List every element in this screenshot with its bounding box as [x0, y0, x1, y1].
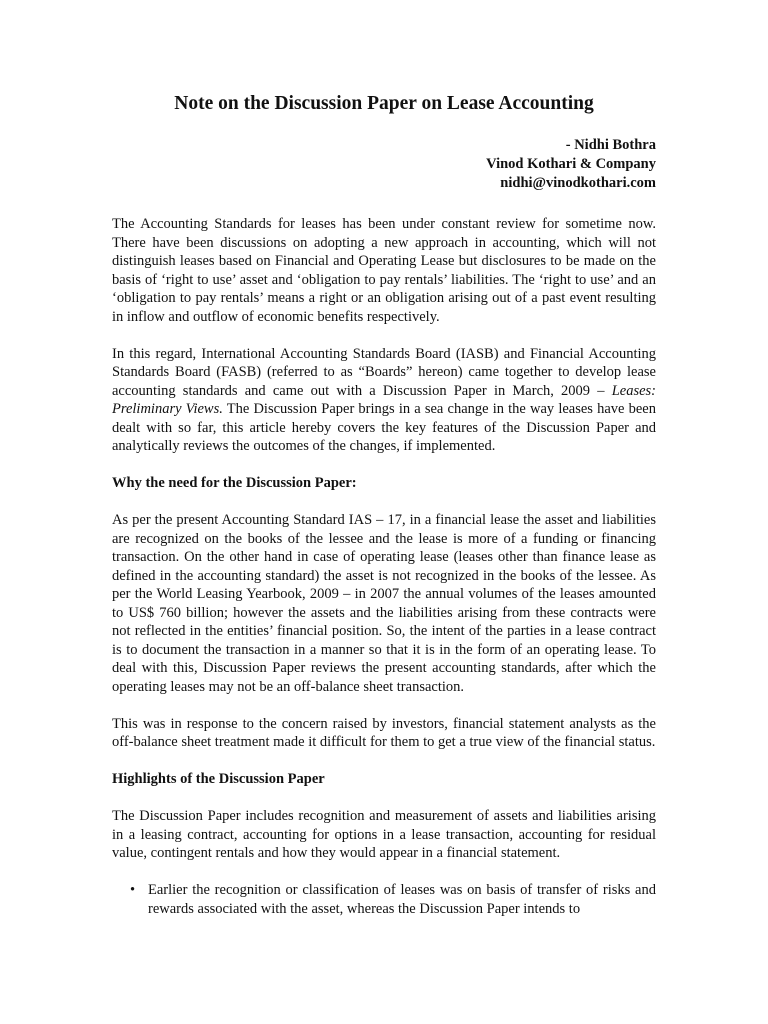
highlights-list: [112, 881, 656, 918]
document-title: Note on the Discussion Paper on Lease Accounting: [174, 93, 594, 114]
author-name: - Nidhi Bothra: [565, 137, 656, 153]
author-company: Vinod Kothari & Company: [486, 156, 656, 172]
list-item-text: Earlier the recognition or classification of leases was on basis of transfer of risks and rewards associated with the asset, whereas the Discussion Paper intends to: [148, 882, 656, 917]
paper-title-italic: Leases: Preliminary Views.: [112, 382, 656, 417]
author-email: nidhi@vinodkothari.com: [500, 175, 656, 191]
need-paragraph-2: This was in response to the concern raised by investors, financial statement analysts as the off-balance sheet treatment made it difficult for them to get a true view of the financial status.: [112, 715, 656, 750]
section-heading-highlights: Highlights of the Discussion Paper: [112, 771, 325, 787]
author-block: [112, 136, 656, 193]
context-text-before: In this regard, International Accounting Standards Board (IASB) and Financial Accounting Standards Board (FASB) (referred to as “Boards” hereon) came together to develop lease accounting standards and came out with a Discussion Paper in March, 2009 –: [112, 345, 656, 399]
list-item: [130, 881, 656, 918]
context-paragraph: [112, 345, 656, 456]
intro-paragraph: The Accounting Standards for leases has been under constant review for sometime now. There have been discussions on adopting a new approach in accounting, which will not distinguish leases based on Financial and Operating Lease but disclosures to be made on the basis of ‘right to use’ asset and ‘obligation to pay rentals’ liabilities. The ‘right to use’ and an ‘obligation to pay rentals’ means a right or an obligation arising out of a past event resulting in inflow and outflow of economic benefits respectively.: [112, 216, 656, 325]
need-paragraph-1: As per the present Accounting Standard IAS – 17, in a financial lease the asset and liabilities are recognized on the books of the lessee and the lease is more of a funding or financing transaction. On the other hand in case of operating lease (leases other than finance lease as defined in the accounting standard) the asset is not recognized in the books of the lessee. As per the World Leasing Yearbook, 2009 – in 2007 the annual volumes of the leases amounted to US$ 760 billion; however the assets and the liabilities arising from these contracts were not reflected in the entities’ financial position. So, the intent of the parties in a lease contract is to document the transaction in a manner so that it is in the form of an operating lease. To deal with this, Discussion Paper reviews the present accounting standards, after which the operating leases may not be an off-balance sheet transaction.: [112, 512, 656, 695]
context-text-after: The Discussion Paper brings in a sea change in the way leases have been dealt with so far, this article hereby covers the key features of the Discussion Paper and analytically reviews the outcomes of the changes, if implemented.: [112, 401, 656, 454]
section-heading-need: Why the need for the Discussion Paper:: [112, 475, 357, 491]
bullet-icon: •: [130, 882, 136, 898]
highlights-paragraph: The Discussion Paper includes recognition and measurement of assets and liabilities arising in a leasing contract, accounting for options in a lease transaction, accounting for residual value, contingent rentals and how they would appear in a financial statement.: [112, 808, 656, 861]
